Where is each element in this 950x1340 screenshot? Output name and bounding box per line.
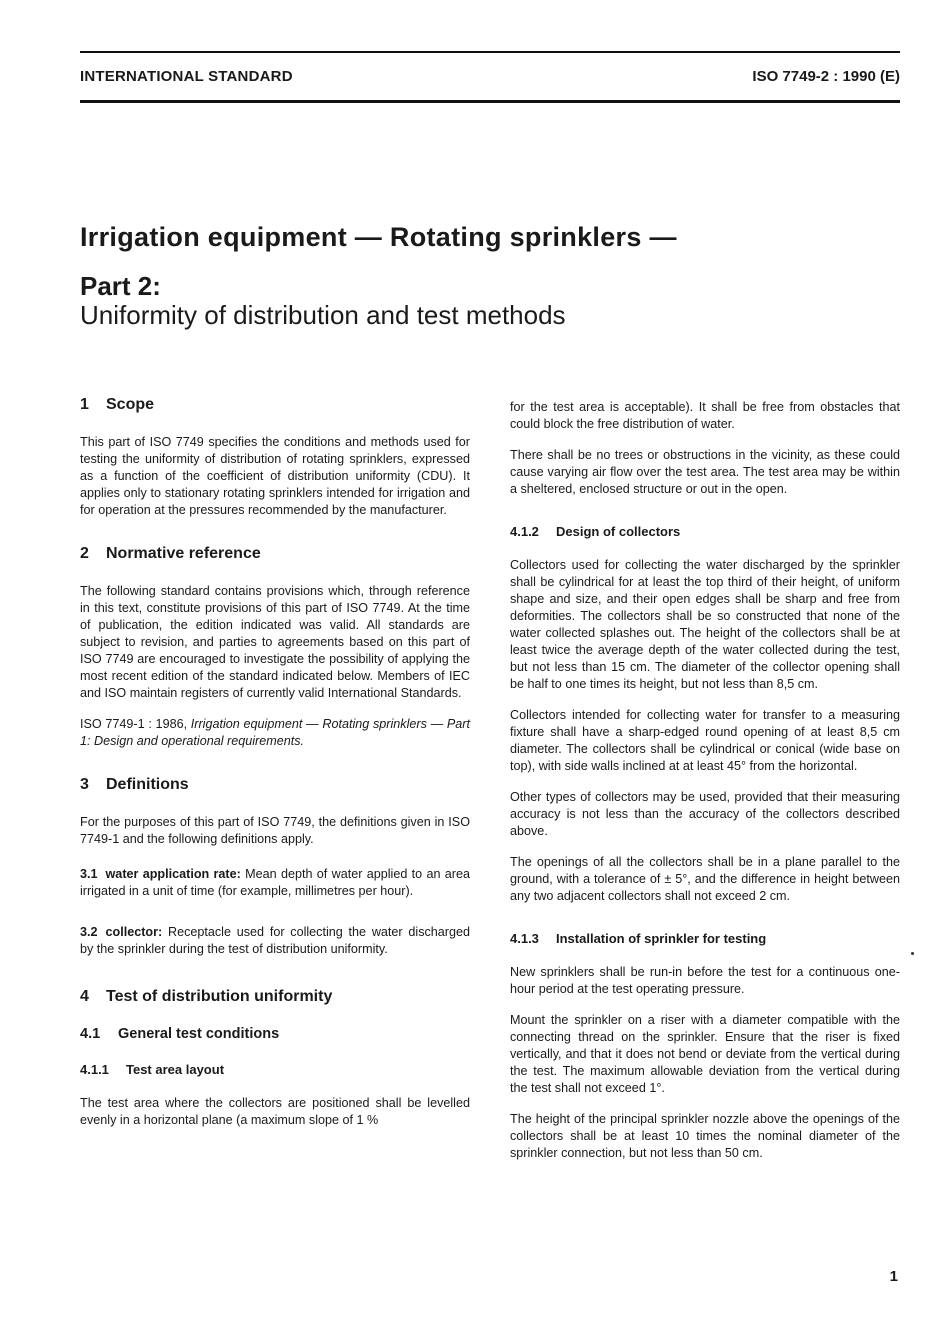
header-top-rule — [80, 51, 900, 53]
test-area-layout-paragraph-continued: for the test area is acceptable). It shall be free from obstacles that could block the free distribution of water. — [510, 400, 900, 431]
document-type: INTERNATIONAL STANDARD — [80, 68, 293, 85]
collector-design-paragraph: Collectors used for collecting the water discharged by the sprinkler shall be cylindrical for at least the top third of their height, of uniform shape and size, and their open edges shall be sharp and free from deformities. The collectors shall be so constructed that none of the water collected splashes out. The height of the collectors shall be at least twice the average depth of the water collected during the test, but not less than 15 cm. The diameter of the collector opening shall be half to one times its height, but not less than 8,5 cm. — [510, 558, 900, 691]
section-title: Scope — [106, 396, 155, 413]
clause-number: 4.1.3 — [510, 931, 539, 946]
left-column — [80, 396, 470, 1143]
definition-number: 3.2 — [80, 925, 98, 939]
subsection-heading-general-test-conditions — [80, 1026, 470, 1042]
nozzle-height-paragraph: The height of the principal sprinkler nozzle above the openings of the collectors shall be at least 10 times the nominal diameter of the sprinkler connection, but not less than 50 cm. — [510, 1112, 900, 1160]
definition-text: Mean depth of water applied to an area irrigated in a unit of time (for example, millimetres per hour). — [80, 867, 470, 898]
document-title: Irrigation equipment — Rotating sprinklers — — [80, 222, 677, 252]
section-number: 4 — [80, 988, 89, 1005]
clause-heading-test-area-layout — [80, 1062, 470, 1077]
subsection-number: 4.1 — [80, 1026, 101, 1042]
section-heading-normative-reference — [80, 545, 470, 563]
clause-number: 4.1.2 — [510, 524, 539, 539]
scope-paragraph: This part of ISO 7749 specifies the conditions and methods used for testing the uniformity of distribution of rotating sprinklers, expressed as a function of the coefficient of distribution uniformity (CDU). It applies only to stationary rotating sprinklers intended for irrigation and for operation at the pressures recommended by the manufacturer. — [80, 435, 470, 517]
right-column — [510, 396, 900, 1176]
definition-term: water application rate: — [105, 867, 241, 881]
test-area-obstructions-paragraph: There shall be no trees or obstructions in the vicinity, as these could cause varying air flow over the test area. The test area may be within a sheltered, enclosed structure or out in the open. — [510, 448, 900, 496]
riser-mounting-paragraph: Mount the sprinkler on a riser with a diameter compatible with the connecting thread on the sprinkler. Ensure that the riser is fixed vertically, and that it does not bend or deviate from the vertical during the test. The maximum allowable deviation from the vertical during the test shall not exceed 1°. — [510, 1013, 900, 1095]
other-collectors-paragraph: Other types of collectors may be used, provided that their measuring accuracy is not less than the accuracy of the collectors described above. — [510, 790, 900, 838]
clause-number: 4.1.1 — [80, 1062, 109, 1077]
clause-heading-design-of-collectors — [510, 524, 900, 539]
header-bottom-rule — [80, 100, 900, 103]
standard-number: ISO 7749-2 : 1990 (E) — [752, 68, 900, 85]
section-number: 2 — [80, 545, 89, 562]
definitions-paragraph: For the purposes of this part of ISO 7749, the definitions given in ISO 7749-1 and the following definitions apply. — [80, 815, 470, 846]
reference-title: Irrigation equipment — Rotating sprinklers — Part 1: Design and operational requirements. — [80, 717, 470, 748]
part-subtitle: Uniformity of distribution and test methods — [80, 300, 566, 330]
section-title: Definitions — [106, 776, 189, 793]
section-title: Test of distribution uniformity — [106, 988, 333, 1005]
normative-reference-entry — [80, 716, 470, 750]
part-label: Part 2: — [80, 271, 161, 301]
collector-transfer-paragraph: Collectors intended for collecting water for transfer to a measuring fixture shall have a sharp-edged round opening of at least 8,5 cm diameter. The collectors shall be cylindrical or conical (wide base on top), with side walls inclined at at least 45° from the horizontal. — [510, 708, 900, 773]
scan-mark — [911, 952, 914, 955]
section-heading-definitions — [80, 776, 470, 794]
run-in-paragraph: New sprinklers shall be run-in before the test for a continuous one-hour period at the test operating pressure. — [510, 965, 900, 996]
definition-water-application-rate — [80, 866, 470, 900]
clause-title: Test area layout — [126, 1062, 225, 1077]
section-title: Normative reference — [106, 545, 261, 562]
definition-collector — [80, 924, 470, 958]
definition-term: collector: — [105, 925, 163, 939]
page-number: 1 — [889, 1268, 898, 1285]
reference-id: ISO 7749-1 : 1986, — [80, 717, 191, 731]
definition-text: Receptacle used for collecting the water discharged by the sprinkler during the test of distribution uniformity. — [80, 925, 470, 956]
clause-title: Design of collectors — [556, 524, 681, 539]
clause-title: Installation of sprinkler for testing — [556, 931, 767, 946]
collector-openings-paragraph: The openings of all the collectors shall be in a plane parallel to the ground, with a tolerance of ± 5°, and the difference in height between any two adjacent collectors shall not exceed 2 cm. — [510, 855, 900, 903]
normative-reference-paragraph: The following standard contains provisions which, through reference in this text, constitute provisions of this part of ISO 7749. At the time of publication, the edition indicated was valid. All standards are subject to revision, and parties to agreements based on this part of ISO 7749 are encouraged to investigate the possibility of applying the most recent edition of the standard indicated below. Members of IEC and ISO maintain registers of currently valid International Standards. — [80, 584, 470, 700]
section-number: 1 — [80, 396, 89, 413]
section-heading-scope — [80, 396, 470, 414]
section-number: 3 — [80, 776, 89, 793]
definition-number: 3.1 — [80, 867, 98, 881]
section-heading-test-of-distribution-uniformity — [80, 988, 470, 1006]
clause-heading-installation-of-sprinkler — [510, 931, 900, 946]
subsection-title: General test conditions — [118, 1026, 280, 1042]
test-area-layout-paragraph: The test area where the collectors are positioned shall be levelled evenly in a horizontal plane (a maximum slope of 1 % — [80, 1096, 470, 1127]
